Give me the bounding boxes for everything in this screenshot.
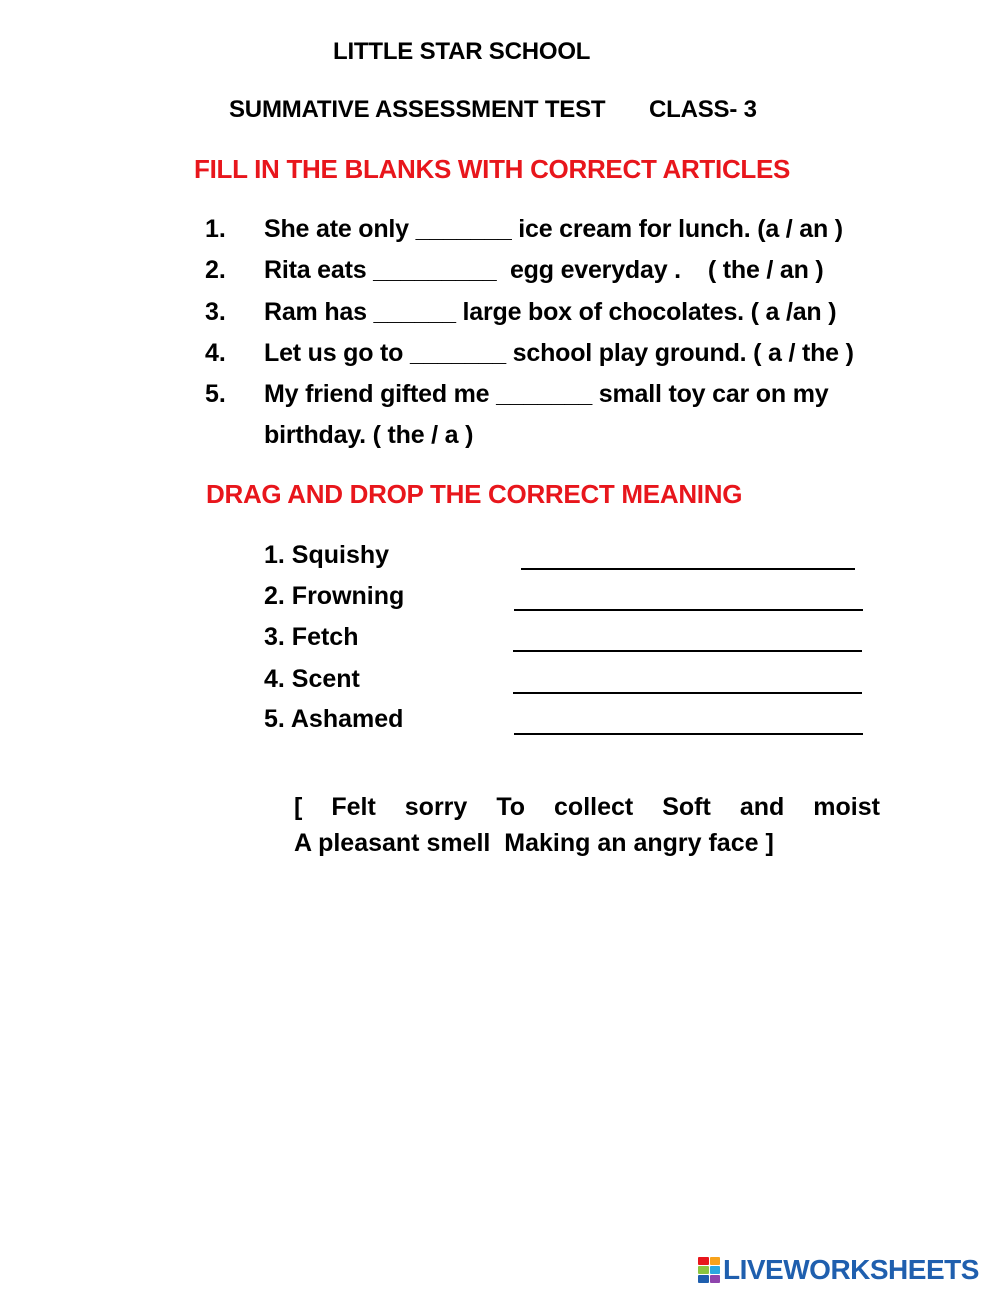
school-name: LITTLE STAR SCHOOL [333, 38, 591, 65]
vocab-word: 5. Ashamed [264, 705, 404, 733]
bank-word[interactable]: Soft [662, 793, 711, 821]
question-text: Ram has ______ large box of chocolates. ( a /an ) [264, 298, 837, 326]
answer-drop-zone[interactable] [513, 650, 862, 652]
bank-word[interactable]: sorry [404, 793, 468, 821]
vocab-word: 2. Frowning [264, 582, 405, 610]
question-text: Let us go to _______ school play ground. ( a / the ) [264, 339, 854, 367]
question-text: She ate only _______ ice cream for lunch. (a / an ) [264, 215, 843, 243]
logo-mark-icon [698, 1257, 720, 1283]
section-title-meaning: DRAG AND DROP THE CORRECT MEANING [206, 479, 743, 509]
vocab-word: 1. Squishy [264, 541, 390, 569]
answer-drop-zone[interactable] [513, 692, 862, 694]
question-number: 3. [205, 298, 226, 326]
question-text: My friend gifted me _______ small toy car on my [264, 380, 829, 408]
bank-word[interactable]: and [739, 793, 785, 821]
class-label: CLASS- 3 [649, 96, 757, 123]
word-bank-line-1 [294, 787, 880, 828]
bank-word[interactable]: Felt [331, 793, 376, 821]
word-bank-line-2[interactable]: A pleasant smell Making an angry face ] [294, 829, 774, 857]
answer-drop-zone[interactable] [514, 609, 863, 611]
question-number: 5. [205, 380, 226, 408]
bracket-open: [ [294, 793, 303, 821]
question-number: 2. [205, 256, 226, 284]
vocab-word: 4. Scent [264, 665, 360, 693]
logo-text: LIVEWORKSHEETS [723, 1254, 979, 1285]
vocab-word: 3. Fetch [264, 623, 359, 651]
bank-word[interactable]: collect [554, 793, 634, 821]
bank-word[interactable]: To [496, 793, 526, 821]
liveworksheets-logo [698, 1254, 979, 1286]
question-text-continued: birthday. ( the / a ) [264, 421, 474, 449]
answer-drop-zone[interactable] [514, 733, 863, 735]
question-number: 4. [205, 339, 226, 367]
question-text: Rita eats _________ egg everyday . ( the / an ) [264, 256, 824, 284]
question-number: 1. [205, 215, 226, 243]
section-title-articles: FILL IN THE BLANKS WITH CORRECT ARTICLES [194, 154, 791, 184]
test-title: SUMMATIVE ASSESSMENT TEST [229, 96, 606, 123]
bank-word[interactable]: moist [813, 793, 880, 821]
answer-drop-zone[interactable] [521, 568, 855, 570]
